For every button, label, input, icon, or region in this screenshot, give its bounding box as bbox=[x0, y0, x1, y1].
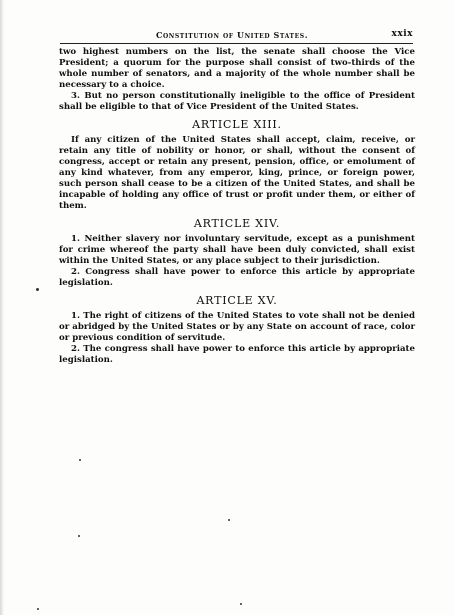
page-number: xxix bbox=[391, 29, 413, 39]
article-xiv-section-1: 1. Neither slavery nor involuntary servitude, except as a punishment for crime whereof the party shall have been duly convicted, shall exist within the United States, or any place subject to their jurisdiction. bbox=[59, 234, 415, 266]
header-title: Constitution of United States. bbox=[156, 30, 309, 40]
scan-speck bbox=[36, 288, 39, 291]
scan-edge-shadow bbox=[0, 0, 4, 615]
article-xiii-heading: ARTICLE XIII. bbox=[192, 118, 282, 131]
scan-speck bbox=[240, 603, 242, 605]
article-xiii-text: If any citizen of the United States shall accept, claim, receive, or retain any title of nobility or honor, or shall, without the consent of congress, accept or retain any present, pension, office, or emolument of any kind whatever, from any emperor, king, prince, or foreign power, such person shall cease to be a citizen of the United States, and shall be incapable of holding any office of trust or profit under them, or either of them. bbox=[59, 135, 415, 211]
running-header bbox=[60, 29, 413, 44]
scan-speck bbox=[79, 459, 81, 461]
article-xv-section-2: 2. The congress shall have power to enforce this article by appropriate legislation. bbox=[59, 344, 415, 365]
article-xiv-heading: ARTICLE XIV. bbox=[193, 217, 281, 230]
article-xv-heading: ARTICLE XV. bbox=[196, 294, 278, 307]
vice-president-clause-continuation: two highest numbers on the list, the senate shall choose the Vice President; a quorum for the purpose shall consist of two-thirds of the whole number of senators, and a majority of the whole number shall be necessary to a choice. bbox=[59, 47, 415, 90]
vice-president-eligibility-clause: 3. But no person constitutionally ineligible to the office of President shall be eligible to that of Vice President of the United States. bbox=[59, 91, 415, 112]
page-body bbox=[59, 47, 415, 366]
scan-speck bbox=[228, 519, 230, 521]
scan-speck bbox=[78, 535, 80, 537]
article-xiv-section-2: 2. Congress shall have power to enforce this article by appropriate legislation. bbox=[59, 267, 415, 288]
scan-speck bbox=[37, 608, 39, 610]
article-xv-section-1: 1. The right of citizens of the United States to vote shall not be denied or abridged by the United States or by any State on account of race, color or previous condition of servitude. bbox=[59, 311, 415, 343]
